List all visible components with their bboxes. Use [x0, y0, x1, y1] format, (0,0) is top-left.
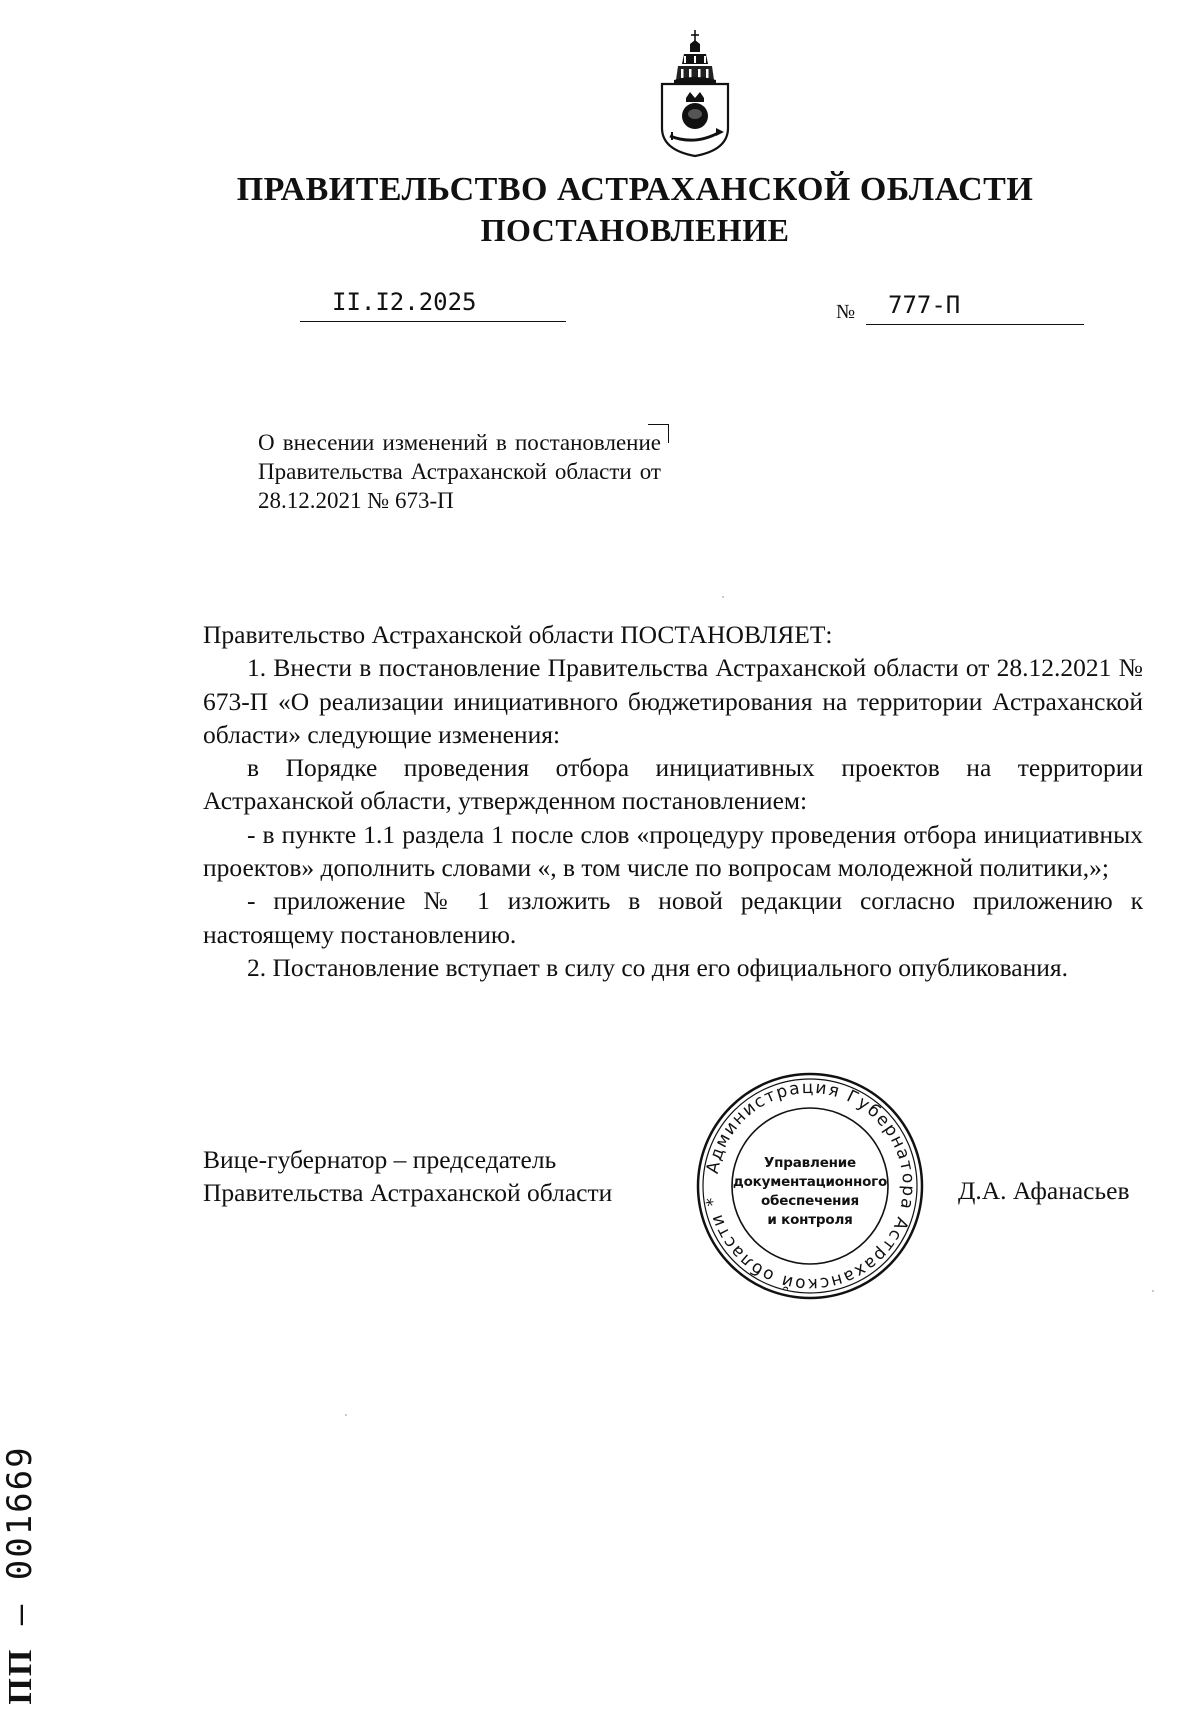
document-body — [203, 618, 1143, 984]
body-paragraph-1: 1. Внести в постановление Правительства Астраханской области от 28.12.2021 № 673-П «О реализации инициативного бюджетирования на территории Астраханской области» следующие изменения: — [203, 653, 1143, 749]
subject-corner-mark — [648, 424, 669, 443]
organization-title: ПРАВИТЕЛЬСТВО АСТРАХАНСКОЙ ОБЛАСТИ — [236, 171, 1034, 208]
number-sign: № — [836, 301, 856, 323]
stamp-line-3: обеспечения — [760, 1193, 860, 1209]
stamp-ring-text: Администрация Губернатора Астраханской области * — [702, 1077, 919, 1295]
serial-digits: 001669 — [0, 1445, 40, 1581]
serial-number-text — [0, 1445, 40, 1704]
body-paragraph-item-2: - приложение № 1 изложить в новой редакции согласно приложению к настоящему постановлению. — [203, 886, 1143, 949]
document-number: 777-П — [888, 291, 961, 319]
body-paragraph-item-1: - в пункте 1.1 раздела 1 после слов «процедуру проведения отбора инициативных проектов» дополнить словами «, в том числе по вопросам молодежной политики,»; — [203, 819, 1143, 883]
serial-dash: – — [0, 1580, 40, 1648]
scan-speck — [345, 1414, 347, 1416]
serial-prefix: ПП — [2, 1647, 39, 1705]
number-field — [866, 290, 1084, 325]
signatory-title-line-2: Правительства Астраханской области — [203, 1178, 613, 1207]
document-date: II.I2.2025 — [332, 288, 477, 316]
signatory-name: Д.А. Афанасьев — [958, 1176, 1130, 1205]
document-subject: О внесении изменений в постановление Правительства Астраханской области от 28.12.2021 № 673-П — [258, 430, 661, 513]
date-field — [300, 287, 566, 322]
stamp-line-4: и контроля — [767, 1212, 853, 1228]
coat-of-arms-icon — [650, 28, 740, 160]
body-paragraph-preamble: Правительство Астраханской области ПОСТАНОВЛЯЕТ: — [203, 620, 833, 649]
stamp-inner-text — [694, 1154, 926, 1230]
body-paragraph-2: 2. Постановление вступает в силу со дня его официального опубликования. — [247, 952, 1068, 982]
scan-speck — [722, 596, 724, 598]
signatory-title — [203, 1143, 612, 1209]
document-type: ПОСТАНОВЛЕНИЕ — [480, 212, 790, 248]
stamp-line-2: документационного — [732, 1174, 888, 1190]
signatory-title-line-1: Вице-губернатор – председатель — [203, 1145, 557, 1174]
scan-speck — [1152, 1290, 1154, 1292]
stamp-line-1: Управление — [763, 1155, 857, 1171]
body-paragraph-order: в Порядке проведения отбора инициативных проектов на территории Астраханской области, утвержденном постановлением: — [203, 753, 1143, 816]
